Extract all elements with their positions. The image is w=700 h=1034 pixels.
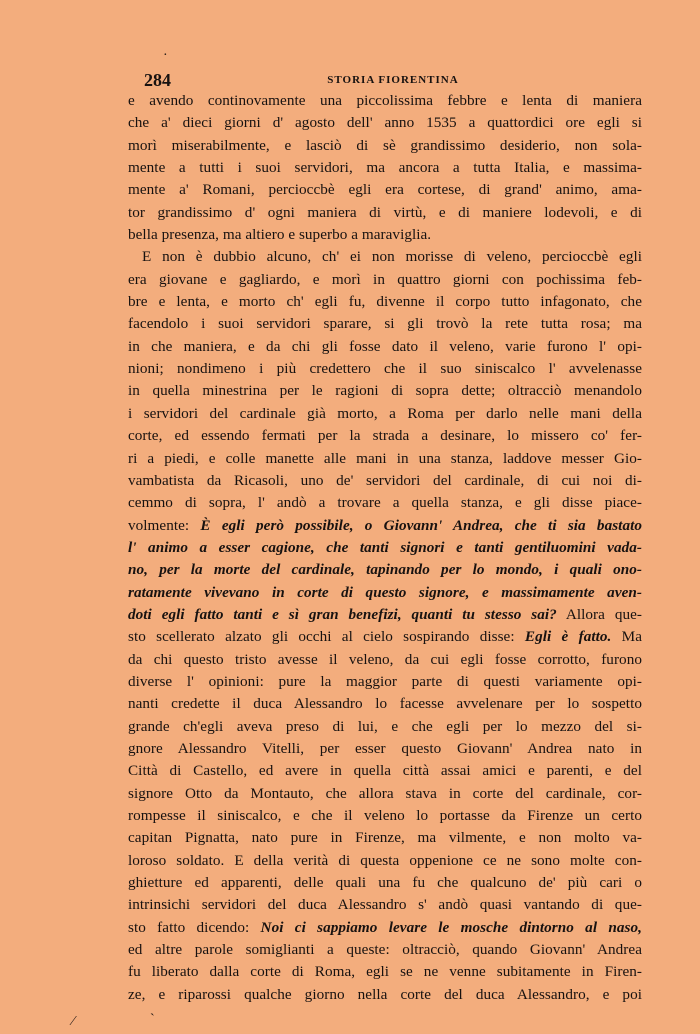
text-line xyxy=(128,246,642,268)
text-line xyxy=(128,470,642,492)
text-segment: capitan Pignatta, nato pure in Firenze, ma vilmente, e non molto va- xyxy=(128,829,642,847)
text-line xyxy=(128,604,642,626)
text-segment: volmente: xyxy=(128,516,201,534)
italic-segment: Egli è fatto. xyxy=(524,628,612,646)
text-line xyxy=(128,403,642,425)
text-line xyxy=(128,269,642,291)
text-segment: ze, e riparossi qualche giorno nella corte del duca Alessandro, e poi xyxy=(128,985,642,1003)
text-line xyxy=(128,179,642,201)
page-number: 284 xyxy=(144,70,171,90)
text-line xyxy=(128,135,642,157)
page-header xyxy=(144,70,642,90)
text-segment: tor grandissimo d' ogni maniera di virtù, e di maniere lodevoli, e di xyxy=(128,203,642,221)
text-segment: vambatista da Ricasoli, uno de' servidori del cardinale, di cui noi di- xyxy=(128,471,642,489)
text-segment: signore Otto da Montauto, che allora stava in corte del cardinale, cor- xyxy=(128,784,642,802)
text-segment: Città di Castello, ed avere in quella città assai amici e parenti, e del xyxy=(128,762,642,780)
body-text xyxy=(128,90,642,1006)
text-line xyxy=(128,157,642,179)
text-line xyxy=(128,582,642,604)
print-speck: ⁄ xyxy=(72,1014,75,1029)
text-segment: corte, ed essendo fermati per la strada a desinare, lo missero co' fer- xyxy=(128,427,642,445)
text-line xyxy=(128,693,642,715)
text-line xyxy=(128,783,642,805)
text-line xyxy=(128,336,642,358)
text-segment: nanti credette il duca Alessandro lo facesse avvelenare per lo sospetto xyxy=(128,695,642,713)
text-line xyxy=(128,671,642,693)
text-line xyxy=(128,515,642,537)
running-head: STORIA FIORENTINA xyxy=(327,74,459,86)
text-segment: ed altre parole somiglianti a queste: oltracciò, quando Giovann' Andrea xyxy=(128,941,642,959)
text-line xyxy=(128,850,642,872)
text-segment: Allora que- xyxy=(556,605,643,623)
text-line xyxy=(128,827,642,849)
text-segment: sto scellerato alzato gli occhi al cielo sospirando disse: xyxy=(128,628,525,646)
italic-segment: ratamente vivevano in corte di questo signore, e massimamente aven- xyxy=(128,583,642,601)
text-line xyxy=(128,112,642,134)
text-line xyxy=(128,805,642,827)
text-segment: loroso soldato. E della verità di questa oppenione ce ne sono molte con- xyxy=(128,851,642,869)
italic-segment: no, per la morte del cardinale, tapinando per lo mondo, i quali ono- xyxy=(128,561,642,579)
text-line xyxy=(128,90,642,112)
text-segment: mente a tutti i suoi servidori, ma ancora a tutta Italia, e massima- xyxy=(128,159,642,177)
text-line xyxy=(128,961,642,983)
text-segment: da chi questo tristo avesse il veleno, da cui egli fosse corrotto, furono xyxy=(128,650,642,668)
text-segment: diverse l' opinioni: pure la maggior parte di questi variamente opi- xyxy=(128,672,642,690)
text-line xyxy=(128,917,642,939)
text-segment: bre e lenta, e morto ch' egli fu, divenne il corpo tutto infagonato, che xyxy=(128,293,642,311)
italic-segment: l' animo a esser cagione, che tanti signori e tanti gentiluomini vada- xyxy=(128,538,642,556)
print-speck: · xyxy=(163,48,168,63)
text-segment: mente a' Romani, percioccbè egli era cortese, di grand' animo, ama- xyxy=(128,181,642,199)
text-segment: rompesse il siniscalco, e che il veleno lo portasse da Firenze un certo xyxy=(128,807,642,824)
text-segment: bella presenza, ma altiero e superbo a maraviglia. xyxy=(128,226,432,244)
text-line xyxy=(128,984,642,1006)
text-segment: era giovane e gagliardo, e morì in quattro giorni con pochissima feb- xyxy=(128,270,642,288)
text-segment: i servidori del cardinale già morto, a Roma per darlo nelle mani della xyxy=(128,404,642,422)
text-line xyxy=(128,313,642,335)
text-line xyxy=(128,358,642,380)
text-line xyxy=(128,291,642,313)
print-speck: ˴ xyxy=(150,1006,155,1021)
text-segment: morì miserabilmente, e lasciò di sè grandissimo desiderio, non sola- xyxy=(128,136,642,154)
text-segment: nioni; nondimeno i più credettero che il suo siniscalco l' avvelenasse xyxy=(128,360,642,378)
text-segment: che a' dieci giorni d' agosto dell' anno 1535 a quattordici ore egli si xyxy=(128,114,642,132)
text-segment: gnore Alessandro Vitelli, per esser questo Giovann' Andrea nato in xyxy=(128,739,642,757)
text-segment: E non è dubbio alcuno, ch' ei non morisse di veleno, percioccbè egli xyxy=(142,248,642,266)
text-line xyxy=(128,425,642,447)
text-segment: fu liberato dalla corte di Roma, egli se ne venne subitamente in Firen- xyxy=(128,963,642,981)
text-line xyxy=(128,537,642,559)
text-line xyxy=(128,448,642,470)
text-segment: intrinsichi servidori del duca Alessandro s' andò quasi vantando di que- xyxy=(128,896,642,914)
text-line xyxy=(128,939,642,961)
text-segment: grande ch'egli aveva preso di lui, e che egli per lo mezzo del si- xyxy=(128,717,642,735)
text-line xyxy=(128,559,642,581)
text-segment: Ma xyxy=(611,628,642,646)
text-segment: in che maniera, e da chi gli fosse dato il veleno, varie furono l' opi- xyxy=(128,337,642,355)
text-line xyxy=(128,760,642,782)
text-line xyxy=(128,492,642,514)
text-segment: facendolo i suoi servidori sparare, si gli trovò la rete tutta rosa; ma xyxy=(128,315,642,333)
text-line xyxy=(128,202,642,224)
text-line xyxy=(128,738,642,760)
text-line xyxy=(128,872,642,894)
italic-segment: doti egli fatto tanti e sì gran benefizi, quanti tu stesso sai? xyxy=(128,605,557,623)
italic-segment: Noi ci sappiamo levare le mosche dintorno al naso, xyxy=(260,918,642,936)
text-segment: ri a piedi, e colle manette alle mani in una stanza, laddove messer Gio- xyxy=(128,449,642,467)
text-segment: sto fatto dicendo: xyxy=(128,918,261,936)
text-line xyxy=(128,894,642,916)
text-line xyxy=(128,649,642,671)
text-line xyxy=(128,380,642,402)
italic-segment: È egli però possibile, o Giovann' Andrea, che ti sia bastato xyxy=(200,516,642,534)
text-segment: in quella minestrina per le ragioni di sopra dette; oltracciò menandolo xyxy=(128,382,642,400)
text-line xyxy=(128,716,642,738)
text-line xyxy=(128,224,642,246)
text-segment: e avendo continovamente una piccolissima febbre e lenta di maniera xyxy=(128,92,642,109)
text-segment: ghietture ed apparenti, delle quali una fu che qualcuno de' più cari o xyxy=(128,874,642,892)
text-segment: cemmo di sopra, l' andò a trovare a quella stanza, e gli disse piace- xyxy=(128,494,642,512)
text-line xyxy=(128,626,642,648)
